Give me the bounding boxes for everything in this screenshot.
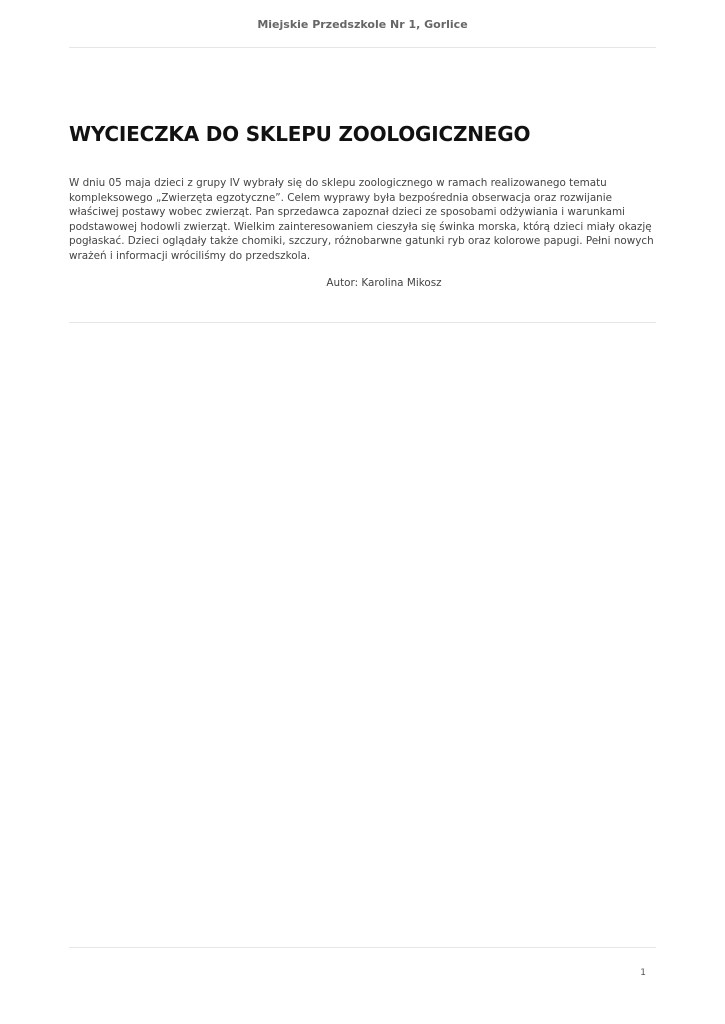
- article-title: WYCIECZKA DO SKLEPU ZOOLOGICZNEGO: [69, 122, 531, 146]
- article-body: W dniu 05 maja dzieci z grupy IV wybrały się do sklepu zoologicznego w ramach realizowanego tematu kompleksowego „Zwierzęta egzotyczne”. Celem wyprawy była bezpośrednia obserwacja oraz rozwijanie właściwej postawy wobec zwierząt. Pan sprzedawca zapoznał dzieci ze sposobami odżywiania i warunkami podstawowej hodowli zwierząt. Wielkim zainteresowaniem cieszyła się świnka morska, którą dzieci miały okazję pogłaskać. Dzieci oglądały także chomiki, szczury, różnobarwne gatunki ryb oraz kolorowe papugi. Pełni nowych wrażeń i informacji wróciliśmy do przedszkola.: [69, 177, 654, 262]
- article-divider: [69, 322, 656, 323]
- site-title: Miejskie Przedszkole Nr 1, Gorlice: [257, 18, 468, 31]
- article-author: Autor: Karolina Mikosz: [326, 277, 442, 289]
- header-divider: [69, 47, 656, 48]
- footer-divider: [69, 947, 656, 948]
- page-number: 1: [640, 968, 646, 978]
